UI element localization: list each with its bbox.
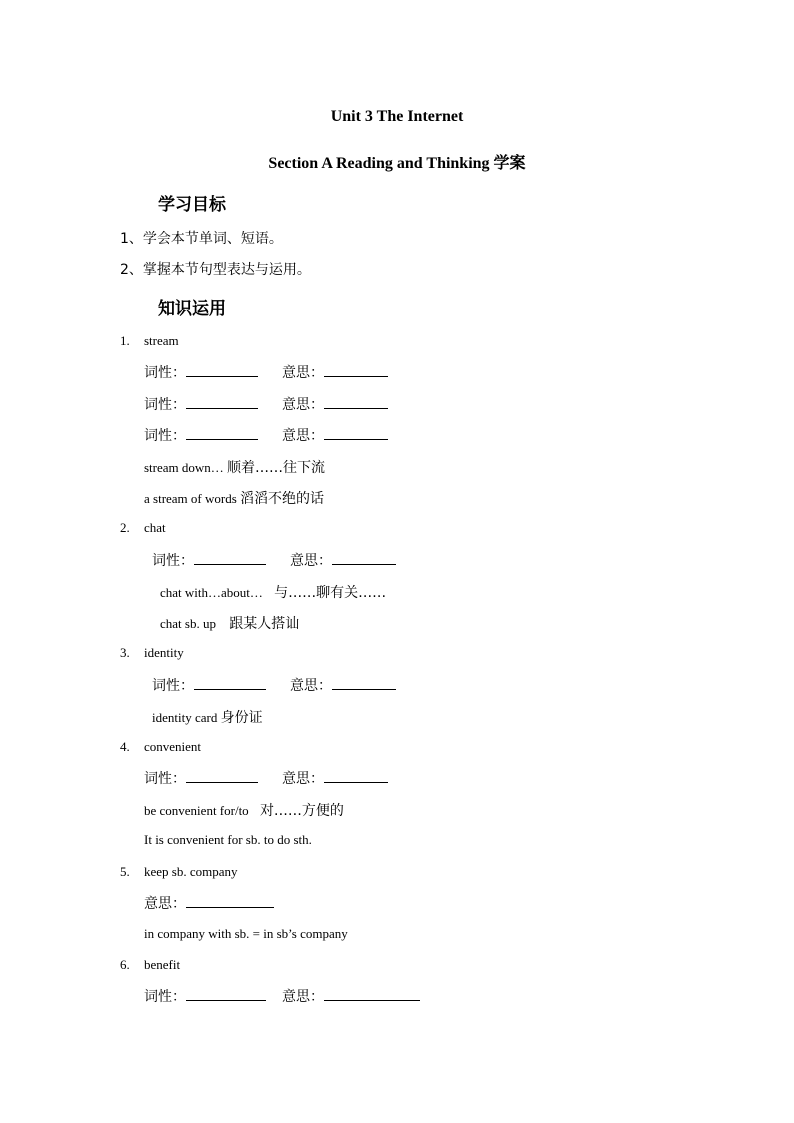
goal-2: 2、掌握本节句型表达与运用。: [120, 262, 311, 278]
item-2-example-1: [160, 582, 386, 602]
pos-label: 词性：: [144, 989, 186, 1005]
meaning-blank[interactable]: [332, 552, 396, 565]
example-cn: 对……方便的: [259, 803, 344, 819]
pos-label: 词性：: [144, 397, 186, 413]
item-4-example-1: [144, 800, 344, 820]
example-cn: 顺着……往下流: [227, 460, 326, 476]
page-title: Unit 3 The Internet: [330, 108, 464, 125]
meaning-label: 意思：: [282, 397, 324, 413]
item-1-number: 1.: [120, 333, 130, 348]
pos-blank[interactable]: [186, 988, 266, 1001]
pos-label: 词性：: [144, 771, 186, 787]
meaning-blank[interactable]: [186, 895, 274, 908]
item-3-example-1: [152, 707, 263, 727]
item-2-example-2: [160, 613, 299, 633]
item-3-number: 3.: [120, 645, 130, 660]
example-en: a stream of words: [144, 491, 237, 506]
item-5-number: 5.: [120, 864, 130, 879]
example-cn: 滔滔不绝的话: [240, 491, 325, 507]
item-6-number: 6.: [120, 957, 130, 972]
meaning-blank[interactable]: [332, 677, 396, 690]
meaning-blank[interactable]: [324, 988, 420, 1001]
item-2-number: 2.: [120, 520, 130, 535]
item-3-pos-row: [152, 675, 396, 695]
item-5-word: keep sb. company: [144, 864, 238, 879]
meaning-blank[interactable]: [324, 427, 388, 440]
item-6-word: benefit: [144, 957, 181, 972]
item-5-meaning-row: [144, 893, 274, 913]
pos-blank[interactable]: [186, 770, 258, 783]
item-1-example-1: [144, 457, 325, 477]
item-1-word: stream: [144, 333, 179, 348]
item-1-pos-row-2: [144, 394, 388, 414]
page-subtitle: Section A Reading and Thinking 学案: [268, 155, 526, 172]
example-en: in company with sb. = in sb’s company: [144, 926, 348, 941]
pos-label: 词性：: [152, 553, 194, 569]
item-5-example-1: [144, 926, 348, 942]
meaning-label: 意思：: [290, 553, 332, 569]
goal-1: 1、学会本节单词、短语。: [120, 231, 283, 247]
example-en: be convenient for/to: [144, 803, 249, 818]
example-en: chat with…about…: [160, 585, 263, 600]
example-cn: 与……聊有关……: [274, 585, 387, 601]
meaning-blank[interactable]: [324, 396, 388, 409]
example-en: chat sb. up: [160, 616, 216, 631]
example-en: identity card: [152, 710, 218, 725]
example-en: It is convenient for sb. to do sth.: [144, 832, 312, 847]
pos-label: 词性：: [144, 428, 186, 444]
knowledge-heading: 知识运用: [158, 299, 226, 319]
meaning-blank[interactable]: [324, 364, 388, 377]
pos-blank[interactable]: [186, 364, 258, 377]
item-6-pos-row: [144, 986, 420, 1006]
item-3-word: identity: [144, 645, 184, 660]
example-en: stream down…: [144, 460, 224, 475]
meaning-label: 意思：: [282, 771, 324, 787]
pos-blank[interactable]: [194, 677, 266, 690]
item-4-word: convenient: [144, 739, 202, 754]
item-4-number: 4.: [120, 739, 130, 754]
meaning-label: 意思：: [282, 428, 324, 444]
pos-blank[interactable]: [186, 427, 258, 440]
pos-blank[interactable]: [186, 396, 258, 409]
learning-goals-heading: 学习目标: [158, 195, 226, 215]
item-2-word: chat: [144, 520, 166, 535]
item-1-example-2: [144, 488, 324, 508]
pos-blank[interactable]: [194, 552, 266, 565]
pos-label: 词性：: [144, 365, 186, 381]
pos-label: 词性：: [152, 678, 194, 694]
item-2-pos-row: [152, 550, 396, 570]
item-4-pos-row: [144, 768, 388, 788]
example-cn: 身份证: [220, 710, 263, 726]
item-4-example-2: [144, 832, 312, 848]
item-1-pos-row-1: [144, 362, 388, 382]
meaning-blank[interactable]: [324, 770, 388, 783]
meaning-label: 意思：: [282, 365, 324, 381]
example-cn: 跟某人搭讪: [229, 616, 300, 632]
meaning-label: 意思：: [282, 989, 324, 1005]
meaning-label: 意思：: [144, 896, 186, 912]
meaning-label: 意思：: [290, 678, 332, 694]
item-1-pos-row-3: [144, 425, 388, 445]
